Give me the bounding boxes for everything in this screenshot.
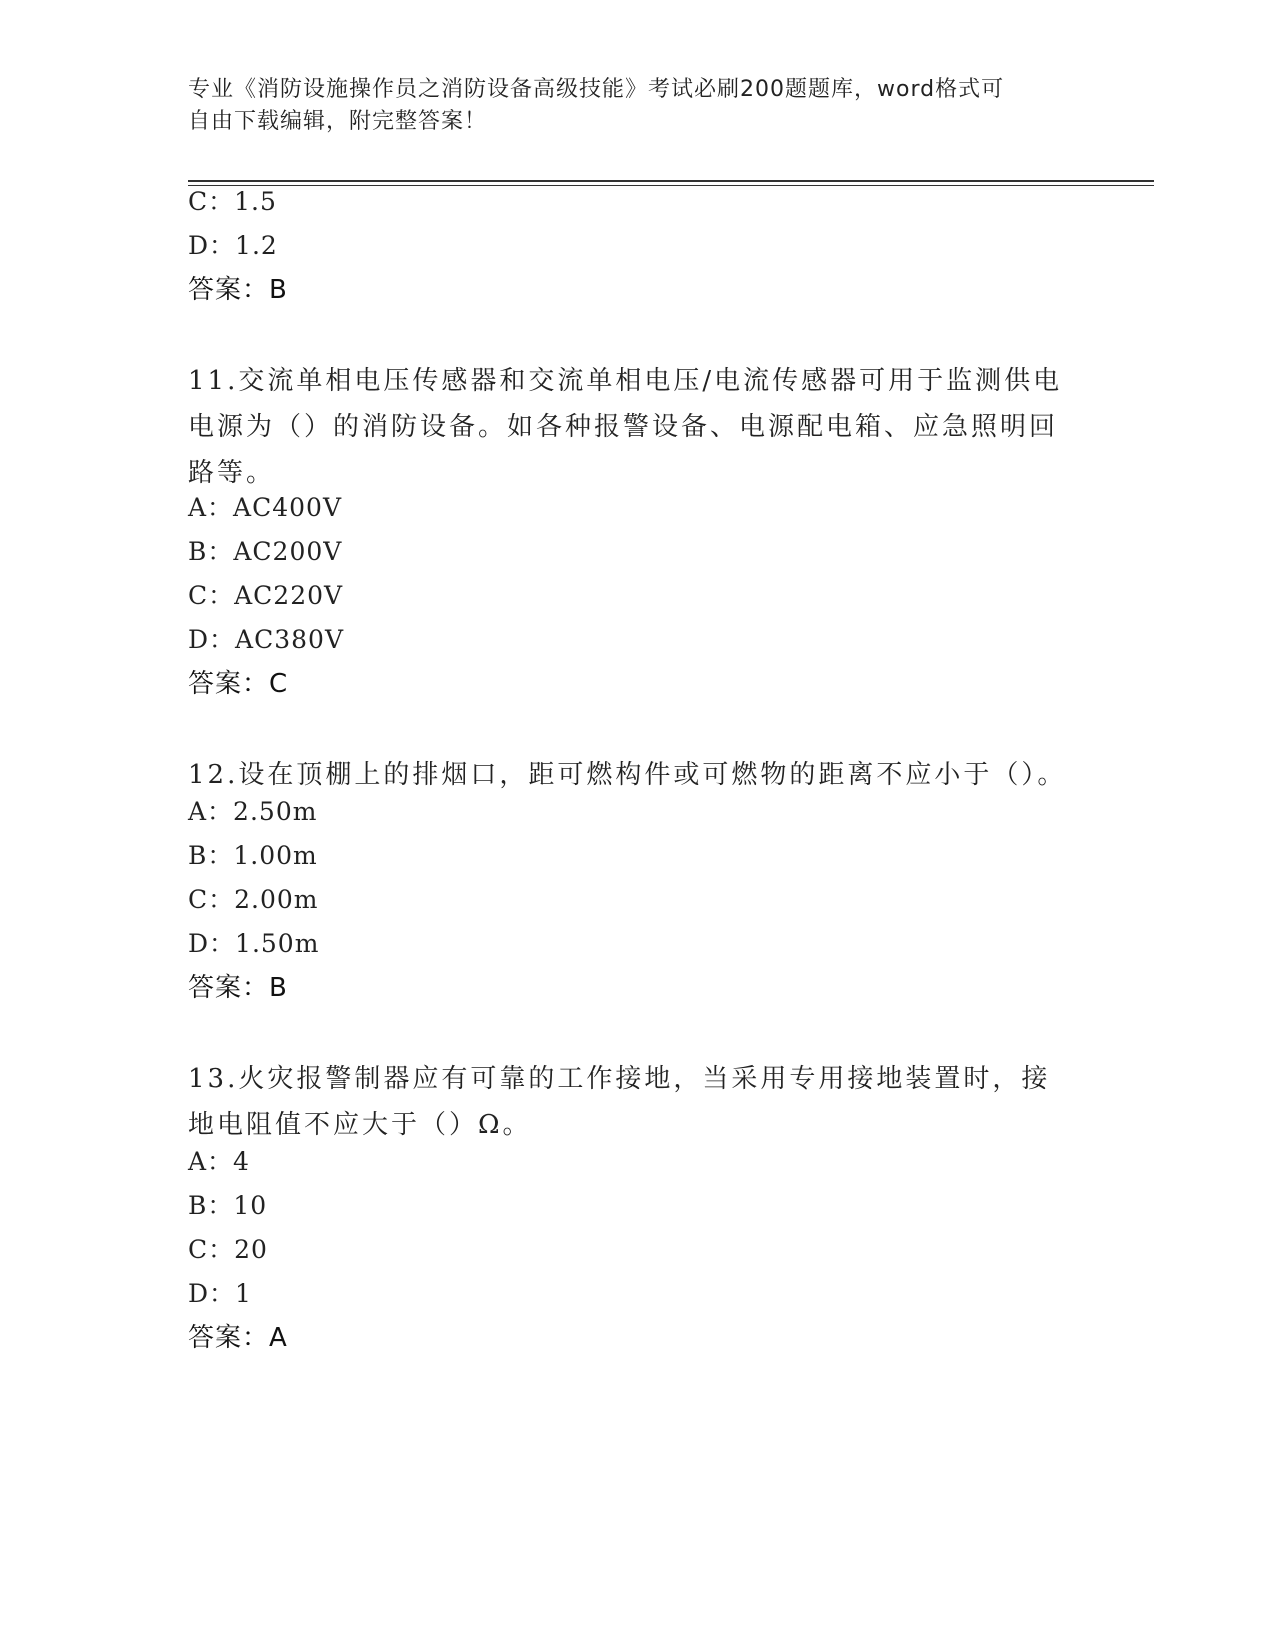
question-11-option-b: B：AC200V [188, 537, 343, 566]
question-11-option-c: C：AC220V [188, 581, 344, 610]
header-divider-thin [188, 185, 1154, 186]
question-11-answer: 答案：C [188, 669, 289, 699]
header-title-line2: 自由下载编辑，附完整答案！ [188, 109, 488, 134]
question-11-option-a: A：AC400V [188, 493, 343, 522]
question-13-option-c: C：20 [188, 1235, 268, 1264]
page-header [188, 74, 1068, 138]
question-12-answer: 答案：B [188, 973, 288, 1003]
question-11-option-d: D：AC380V [188, 625, 344, 654]
header-divider-thick [188, 180, 1154, 182]
answer-label: 答案：B [188, 275, 288, 305]
question-12-option-b: B：1.00m [188, 841, 318, 870]
question-12-option-c: C：2.00m [188, 885, 319, 914]
question-12-option-d: D：1.50m [188, 929, 320, 958]
question-13-option-d: D：1 [188, 1279, 252, 1308]
header-title-line1: 专业《消防设施操作员之消防设备高级技能》考试必刷200题题库，word格式可 [188, 77, 1005, 102]
question-13-option-b: B：10 [188, 1191, 268, 1220]
question-13-text: 13.火灾报警制器应有可靠的工作接地，当采用专用接地装置时，接地电阻值不应大于（）Ω。 [188, 1064, 1051, 1140]
question-13-option-a: A：4 [188, 1147, 250, 1176]
option-d: D：1.2 [188, 231, 278, 260]
question-12-text: 12.设在顶棚上的排烟口，距可燃构件或可燃物的距离不应小于（）。 [188, 760, 1067, 790]
question-13-answer: 答案：A [188, 1323, 288, 1353]
question-11-text: 11.交流单相电压传感器和交流单相电压/电流传感器可用于监测供电电源为（）的消防设备。如各种报警设备、电源配电箱、应急照明回路等。 [188, 366, 1063, 488]
option-c: C：1.5 [188, 187, 277, 216]
question-12-option-a: A：2.50m [188, 797, 318, 826]
